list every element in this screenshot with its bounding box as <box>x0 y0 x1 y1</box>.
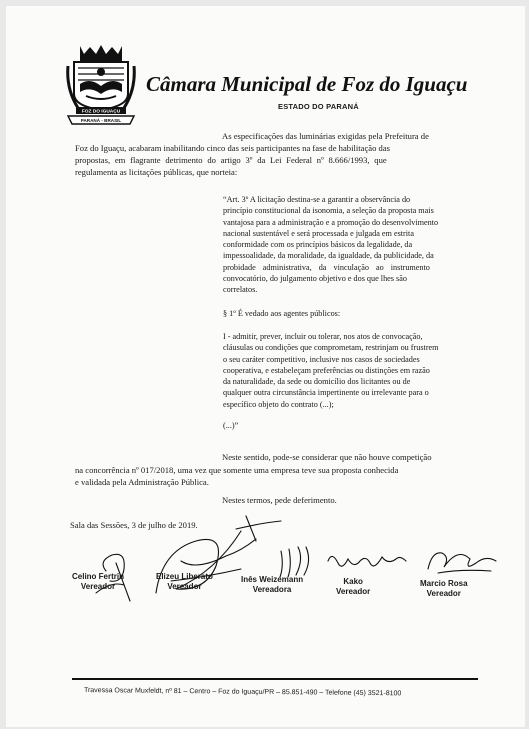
art3-line-5: conformidade com os princípios básicos da legalidade, da <box>223 240 413 250</box>
quoted-article <box>223 194 498 431</box>
art3-line-4: nacional sustentável e será processada e julgada em estrita <box>223 228 414 238</box>
signatory-2-role: Vereador <box>167 582 202 591</box>
intro-line-3: propostas, em flagrante detrimento do artigo 3º da Lei Federal nº 8.666/1993, que <box>75 155 387 165</box>
art3-line-1: “Art. 3º A licitação destina-se a garantir a observância do <box>223 195 411 204</box>
page-subtitle: ESTADO DO PARANÁ <box>278 102 359 111</box>
signatory-1-name: Celino Fertrin <box>72 572 125 581</box>
closing-line: Nestes termos, pede deferimento. <box>222 495 337 505</box>
quote-ellipsis: (...)” <box>223 421 239 431</box>
art3-line-9: correlatos. <box>223 285 258 295</box>
document-page <box>6 6 525 727</box>
item-i-line-3: o seu caráter competitivo, inclusive nos casos de sociedades <box>223 354 420 364</box>
signatory-2-name: Elizeu Liberato <box>156 572 213 581</box>
signatory-3-role: Vereadora <box>252 585 292 594</box>
item-i-line-5: da naturalidade, da sede ou domicílio dos licitantes ou de <box>223 377 411 387</box>
art3-line-8: convocatório, do julgamento objetivo e dos que lhes são <box>223 274 407 284</box>
conclusion-line-3: e validada pela Administração Pública. <box>75 477 209 487</box>
footer-divider <box>72 678 478 680</box>
crest-ribbon-text: PARANÁ - BRASIL <box>80 118 122 123</box>
footer-address: Travessa Oscar Muxfeldt, nº 81 – Centro – Foz do Iguaçu/PR – 85.851-490 – Telefone (45) 3521-8100 <box>83 687 402 698</box>
signatory-5-name: Marcio Rosa <box>420 579 468 588</box>
conclusion-line-2: na concorrência nº 017/2018, uma vez que somente uma empresa teve sua proposta conhecida <box>75 465 399 475</box>
art3-line-6: impessoalidade, da moralidade, da igualdade, da publicidade, da <box>223 251 434 261</box>
conclusion-line-1: Neste sentido, pode-se considerar que não houve competição <box>222 452 432 462</box>
signatory-3-name: Inês Weizemann <box>241 575 304 584</box>
municipal-coat-of-arms-icon <box>66 44 136 128</box>
signatory-5 <box>420 579 468 599</box>
item-i-line-2: cláusulas ou condições que comprometam, restrinjam ou frustrem <box>223 343 439 353</box>
signatory-1-role: Vereador <box>80 582 116 591</box>
item-i-line-4: cooperativa, e estabeleçam preferências ou distinções em razão <box>223 365 430 375</box>
signatory-4 <box>336 577 370 597</box>
art3-line-3: vantajosa para a administração e a promoção do desenvolvimento <box>223 217 439 227</box>
art3-line-2: princípio constitucional da isonomia, a seleção da proposta mais <box>223 206 434 216</box>
signatory-2 <box>156 572 213 592</box>
signatory-4-name: Kako <box>343 577 363 586</box>
item-i-line-6: qualquer outra circunstância impertinente ou irrelevante para o <box>223 388 429 398</box>
item-i-block <box>223 331 498 410</box>
signatory-5-role: Vereador <box>426 589 461 598</box>
intro-line-1: As especificações das luminárias exigidas pela Prefeitura de <box>222 131 429 141</box>
crest-banner-text: FOZ DO IGUAÇU <box>81 109 121 115</box>
signatory-1 <box>72 572 124 592</box>
intro-line-4: regulamenta as licitações públicas, que norteia: <box>75 167 238 177</box>
signatory-4-role: Vereador <box>336 587 371 596</box>
signatory-3 <box>241 575 303 595</box>
art3-line-7: probidade administrativa, da vinculação ao instrumento <box>223 262 430 272</box>
intro-line-2: Foz do Iguaçu, acabaram inabilitando cinco das seis participantes na fase de habilitação das <box>75 143 390 153</box>
place-date: Sala das Sessões, 3 de julho de 2019. <box>70 520 198 530</box>
paragraph-1-heading: § 1º É vedado aos agentes públicos: <box>223 308 341 318</box>
item-i-line-7: específico objeto do contrato (...); <box>223 399 334 409</box>
page-title: Câmara Municipal de Foz do Iguaçu <box>146 72 468 96</box>
item-i-line-1: I - admitir, prever, incluir ou tolerar, nos atos de convocação, <box>223 331 423 341</box>
